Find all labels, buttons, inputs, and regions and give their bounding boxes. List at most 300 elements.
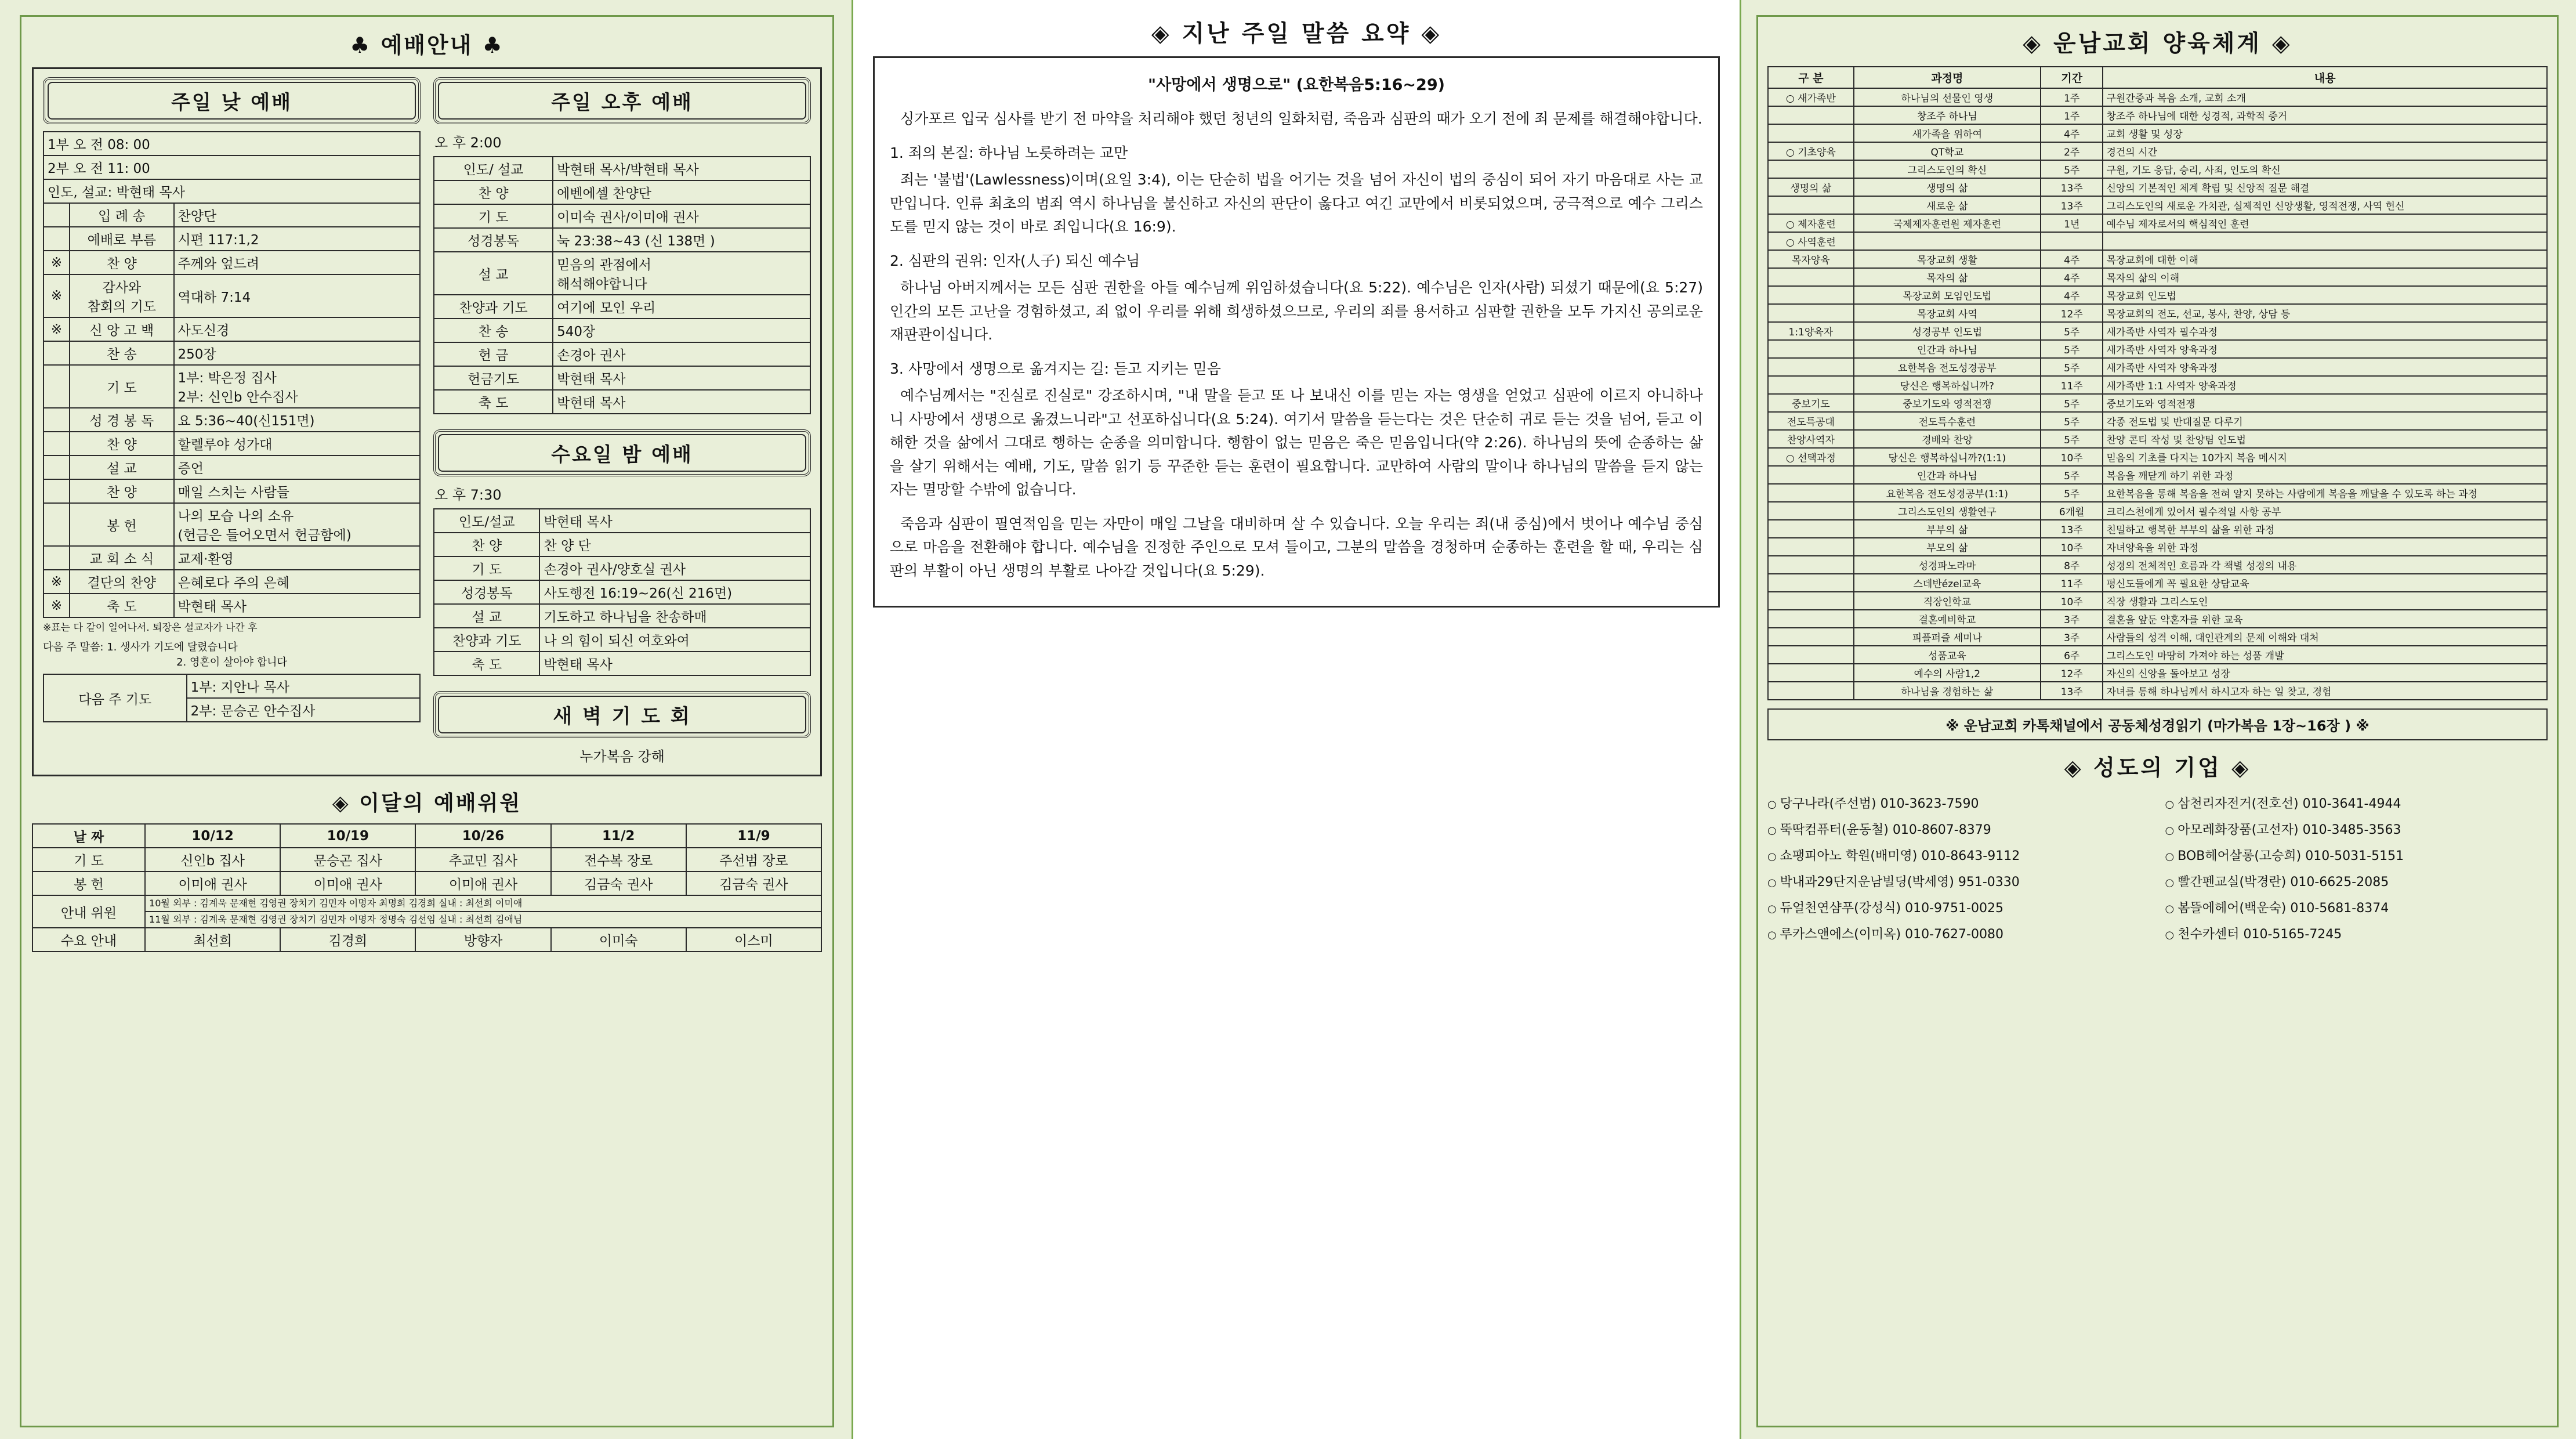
business-item: ○ 아모레화장품(고선자) 010-3485-3563	[2165, 817, 2548, 843]
detail-cell: 찬 양 단	[539, 533, 810, 556]
next-week-2: 2. 영혼이 살아야 합니다	[176, 656, 287, 669]
group-cell: 찬양사역자	[1768, 430, 1854, 448]
course-name-cell: 전도특수훈련	[1854, 412, 2041, 430]
course-name-cell: 하나님의 선물인 영생	[1854, 88, 2041, 106]
mark-cell: ※	[44, 251, 70, 274]
detail-cell: 박현태 목사	[539, 509, 810, 533]
next-week-label: 다음 주 말씀:	[43, 641, 104, 654]
item-cell: 설 교	[434, 252, 553, 295]
group-cell	[1768, 466, 1854, 484]
group-cell	[1768, 376, 1854, 394]
mark-cell	[44, 365, 70, 408]
desc-cell: 예수님 제자로서의 핵심적인 훈련	[2103, 214, 2547, 232]
course-name-cell: 인간과 하나님	[1854, 340, 2041, 358]
table-row	[44, 408, 420, 432]
desc-cell: 구원, 기도 응답, 승리, 사죄, 인도의 확신	[2103, 160, 2547, 178]
table-row	[44, 432, 420, 455]
group-cell: ○ 선택과정	[1768, 448, 1854, 466]
sunday-morning-heading-wrap	[43, 77, 421, 124]
sermon-point-heading: 2. 심판의 권위: 인자(人子) 되신 예수님	[890, 252, 1140, 269]
item-cell: 성경봉독	[434, 228, 553, 252]
course-name-cell: 예수의 사람1,2	[1854, 664, 2041, 682]
mark-cell	[44, 546, 70, 570]
group-cell	[1768, 646, 1854, 664]
desc-cell: 새가족반 사역자 필수과정	[2103, 322, 2547, 340]
period-cell: 10주	[2041, 592, 2103, 610]
course-name-cell: 목장교회 사역	[1854, 304, 2041, 322]
kakao-note: ※ 운남교회 카톡채널에서 공동체성경읽기 (마가복음 1장~16장 ) ※	[1767, 708, 2548, 740]
kitchen-cell: 김경희	[280, 928, 415, 952]
business-right-list	[2165, 791, 2548, 948]
table-row	[1768, 178, 2547, 196]
group-cell	[1768, 592, 1854, 610]
group-cell	[1768, 358, 1854, 376]
sermon-point-heading: 3. 사망에서 생명으로 옮겨지는 길: 듣고 지키는 믿음	[890, 360, 1221, 377]
period-cell: 4주	[2041, 124, 2103, 142]
discipleship-header-cell: 내용	[2103, 67, 2547, 88]
committee-header-cell: 10/26	[415, 824, 550, 848]
sermon-paragraph: 죽음과 심판이 필연적임을 믿는 자만이 매일 그날을 대비하며 살 수 있습니다. 오늘 우리는 죄(내 중심)에서 벗어나 예수님 중심으로 마음을 전환해야 합니다. 예수님을 진정한 주인으로 모셔 들이고, 그분의 말씀을 경청하며 순종하는 훈련을 할 때, 우리는 심판의 부활이 아닌 생명의 부활로 나아갈 것입니다(요 5:29).	[890, 515, 1703, 579]
committee-table	[32, 823, 822, 952]
group-cell: 생명의 삶	[1768, 178, 1854, 196]
dawn-heading: 새 벽 기 도 회	[438, 696, 806, 733]
item-cell: 봉 헌	[70, 503, 173, 546]
discipleship-table	[1767, 66, 2548, 700]
discipleship-header-cell: 구 분	[1768, 67, 1854, 88]
business-item: ○ 삼천리자전거(전호선) 010-3641-4944	[2165, 791, 2548, 817]
course-name-cell: 생명의 삶	[1854, 178, 2041, 196]
item-cell: 교 회 소 식	[70, 546, 173, 570]
guide-row: 11월 외부 : 김계욱 문재현 김영권 장치기 김민자 이명자 정명숙 김선임 실내 : 최선희 김애님	[145, 912, 821, 928]
group-cell	[1768, 610, 1854, 628]
period-cell: 3주	[2041, 628, 2103, 646]
period-cell: 4주	[2041, 268, 2103, 286]
period-cell: 5주	[2041, 160, 2103, 178]
group-cell	[1768, 520, 1854, 538]
desc-cell: 자녀양육을 위한 과정	[2103, 538, 2547, 556]
table-row	[44, 317, 420, 341]
course-name-cell: 그리스도인의 생활연구	[1854, 502, 2041, 520]
business-title: ◈ 성도의 기업 ◈	[2064, 755, 2251, 780]
detail-cell: 박현태 목사/박현태 목사	[553, 157, 810, 180]
committee-cell: 주선범 장로	[686, 848, 821, 872]
table-row	[434, 652, 810, 675]
group-cell	[1768, 538, 1854, 556]
table-row	[1768, 448, 2547, 466]
item-cell: 설 교	[70, 455, 173, 479]
detail-cell: 1부: 박은정 집사 2부: 신인b 안수집사	[174, 365, 420, 408]
detail-cell: 손경아 권사	[553, 342, 810, 366]
table-row	[44, 674, 420, 698]
period-cell: 8주	[2041, 556, 2103, 574]
table-row	[44, 251, 420, 274]
item-cell: 신 앙 고 백	[70, 317, 173, 341]
detail-cell: 박현태 목사	[553, 390, 810, 414]
table-row	[44, 156, 420, 179]
table-row	[1768, 412, 2547, 430]
table-row	[1768, 142, 2547, 160]
item-cell: 인도/ 설교	[434, 157, 553, 180]
mark-cell: ※	[44, 594, 70, 617]
table-row	[44, 594, 420, 617]
detail-cell: 믿음의 관점에서 해석해야합니다	[553, 252, 810, 295]
period-cell: 1주	[2041, 106, 2103, 124]
table-row	[434, 580, 810, 604]
detail-cell: 교제·환영	[174, 546, 420, 570]
table-row	[1768, 358, 2547, 376]
desc-cell: 새가족반 1:1 사역자 양육과정	[2103, 376, 2547, 394]
afternoon-wednesday-block	[433, 77, 811, 765]
table-row	[1768, 430, 2547, 448]
detail-cell: 매일 스치는 사람들	[174, 479, 420, 503]
wednesday-heading: 수요일 밤 예배	[438, 434, 806, 472]
desc-cell: 믿음의 기초를 다지는 10가지 복음 메시지	[2103, 448, 2547, 466]
group-cell	[1768, 340, 1854, 358]
table-row	[1768, 304, 2547, 322]
period-cell: 5주	[2041, 430, 2103, 448]
table-row	[44, 203, 420, 227]
committee-cell: 김금숙 권사	[686, 872, 821, 895]
group-cell	[1768, 556, 1854, 574]
table-row	[434, 295, 810, 319]
course-name-cell: 새가족을 위하여	[1854, 124, 2041, 142]
item-cell: 축 도	[434, 390, 553, 414]
detail-cell: 주께와 엎드려	[174, 251, 420, 274]
table-row	[1768, 466, 2547, 484]
desc-cell: 목장교회의 전도, 선교, 봉사, 찬양, 상담 등	[2103, 304, 2547, 322]
course-name-cell: QT학교	[1854, 142, 2041, 160]
committee-cell: 문승곤 집사	[280, 848, 415, 872]
kitchen-cell: 이미숙	[551, 928, 686, 952]
item-cell: 인도/설교	[434, 509, 539, 533]
table-row	[1768, 322, 2547, 340]
group-cell	[1768, 502, 1854, 520]
kitchen-cell: 방향자	[415, 928, 550, 952]
group-cell	[1768, 286, 1854, 304]
course-name-cell: 요한복음 전도성경공부(1:1)	[1854, 484, 2041, 502]
table-row	[1768, 484, 2547, 502]
course-name-cell: 국제제자훈련원 제자훈련	[1854, 214, 2041, 232]
period-cell: 4주	[2041, 250, 2103, 268]
table-row	[44, 179, 420, 203]
item-cell: 찬 송	[70, 341, 173, 365]
period-cell: 11주	[2041, 574, 2103, 592]
mark-cell	[44, 503, 70, 546]
table-row	[434, 252, 810, 295]
table-row	[32, 928, 821, 952]
course-name-cell	[1854, 232, 2041, 250]
item-cell: 기 도	[434, 556, 539, 580]
sunday-morning-table	[43, 131, 421, 618]
item-cell: 축 도	[434, 652, 539, 675]
period-cell: 5주	[2041, 322, 2103, 340]
next-prayer-table	[43, 674, 421, 722]
detail-cell: 할렐루야 성가대	[174, 432, 420, 455]
table-row	[434, 556, 810, 580]
detail-cell: 손경아 권사/양호실 권사	[539, 556, 810, 580]
table-row	[1768, 340, 2547, 358]
group-cell: 목자양육	[1768, 250, 1854, 268]
sunday-morning-block	[43, 77, 421, 765]
worship-guide-title: ♣ 예배안내 ♣	[350, 32, 504, 58]
discipleship-title: ◈ 운남교회 양육체계 ◈	[2023, 30, 2292, 57]
business-item: ○ 빨간펜교실(박경란) 010-6625-2085	[2165, 869, 2548, 895]
period-cell: 13주	[2041, 196, 2103, 214]
detail-cell: 시편 117:1,2	[174, 227, 420, 251]
table-header-row	[32, 824, 821, 848]
desc-cell: 구원간증과 복음 소개, 교회 소개	[2103, 88, 2547, 106]
committee-cell: 이미애 권사	[415, 872, 550, 895]
period-cell: 5주	[2041, 340, 2103, 358]
desc-cell: 복음을 깨닫게 하기 위한 과정	[2103, 466, 2547, 484]
detail-cell: 여기에 모인 우리	[553, 295, 810, 319]
period-cell: 5주	[2041, 394, 2103, 412]
table-row	[1768, 556, 2547, 574]
group-cell: 1:1양육자	[1768, 322, 1854, 340]
group-cell: 중보기도	[1768, 394, 1854, 412]
mark-cell: ※	[44, 570, 70, 594]
table-row	[44, 455, 420, 479]
group-cell: ○ 제자훈련	[1768, 214, 1854, 232]
desc-cell: 자녀를 통해 하나님께서 하시고자 하는 일 찾고, 경험	[2103, 682, 2547, 700]
mark-cell	[44, 455, 70, 479]
committee-title: ◈ 이달의 예배위원	[332, 791, 522, 815]
table-row	[434, 533, 810, 556]
time-1: 1부 오 전 08: 00	[44, 132, 420, 156]
right-column	[1741, 0, 2576, 1439]
table-row	[43, 654, 421, 669]
middle-column	[853, 0, 1740, 1439]
table-row	[1768, 502, 2547, 520]
table-row	[1768, 160, 2547, 178]
group-cell	[1768, 628, 1854, 646]
table-row	[44, 227, 420, 251]
desc-cell: 자신의 신앙을 돌아보고 성장	[2103, 664, 2547, 682]
course-name-cell: 목장교회 모임인도법	[1854, 286, 2041, 304]
course-name-cell: 피플퍼즐 세미나	[1854, 628, 2041, 646]
period-cell: 12주	[2041, 304, 2103, 322]
sermon-paragraph: 죄는 '불법'(Lawlessness)이며(요일 3:4), 이는 단순히 법을 어기는 것을 넘어 자신이 법의 중심이 되어 자기 마음대로 사는 교만입니다. 인류 최초의 범죄 역시 하나님을 불신하고 자신의 판단이 옳다고 여긴 교만에서 비롯되었으며, 궁극적으로 예수 그리스도를 믿지 않는 것이 바로 죄입니다(요 16:9).	[890, 171, 1703, 235]
item-cell: 축 도	[70, 594, 173, 617]
worship-guide-box	[32, 67, 822, 776]
desc-cell: 중보기도와 영적전쟁	[2103, 394, 2547, 412]
period-cell: 5주	[2041, 484, 2103, 502]
group-cell	[1768, 574, 1854, 592]
group-cell	[1768, 304, 1854, 322]
preacher-row: 인도, 설교: 박현태 목사	[44, 179, 420, 203]
item-cell: 헌금기도	[434, 366, 553, 390]
course-name-cell: 성경공부 인도법	[1854, 322, 2041, 340]
table-row	[1768, 106, 2547, 124]
detail-cell: 눅 23:38~43 (신 138면 )	[553, 228, 810, 252]
course-name-cell: 중보기도와 영적전쟁	[1854, 394, 2041, 412]
group-cell	[1768, 196, 1854, 214]
mark-cell	[44, 227, 70, 251]
item-cell: 성경봉독	[434, 580, 539, 604]
desc-cell: 새가족반 사역자 양육과정	[2103, 340, 2547, 358]
desc-cell: 신앙의 기본적인 체계 확립 및 신앙적 질문 해결	[2103, 178, 2547, 196]
committee-header-cell: 11/9	[686, 824, 821, 848]
desc-cell: 크리스천에게 있어서 필수적일 사항 공부	[2103, 502, 2547, 520]
committee-header-cell: 날 짜	[32, 824, 145, 848]
course-name-cell: 새로운 삶	[1854, 196, 2041, 214]
committee-header-cell: 10/19	[280, 824, 415, 848]
table-row	[43, 639, 421, 654]
next-week-table	[43, 639, 421, 669]
detail-cell: 은혜로다 주의 은혜	[174, 570, 420, 594]
group-cell: ○ 기초양육	[1768, 142, 1854, 160]
business-item: ○ 당구나라(주선범) 010-3623-7590	[1767, 791, 2150, 817]
table-row	[1768, 664, 2547, 682]
sermon-paragraph: 하나님 아버지께서는 모든 심판 권한을 아들 예수님께 위임하셨습니다(요 5:22). 예수님은 인자(사람) 되셨기 때문에(요 5:27) 인간의 모든 고난을 경험하셨고, 죄 없이 우리를 위해 희생하셨으므로, 우리의 죄를 용서하고 심판할 권한을 모두 가지신 공의로운 재판관이십니다.	[890, 279, 1703, 343]
business-item: ○ 뚝딱컴퓨터(윤동철) 010-8607-8379	[1767, 817, 2150, 843]
dawn-desc: 누가복음 강해	[579, 749, 665, 765]
desc-cell: 창조주 하나님에 대한 성경적, 과학적 증거	[2103, 106, 2547, 124]
kitchen-label: 수요 안내	[32, 928, 145, 952]
sunday-morning-heading: 주일 낮 예배	[48, 82, 416, 120]
group-cell: 전도특공대	[1768, 412, 1854, 430]
committee-cell: 추교민 집사	[415, 848, 550, 872]
table-row	[1768, 646, 2547, 664]
period-cell: 5주	[2041, 358, 2103, 376]
item-cell: 감사와 참회의 기도	[70, 274, 173, 317]
next-prayer-label: 다음 주 기도	[44, 674, 187, 722]
table-row	[44, 341, 420, 365]
period-cell: 1년	[2041, 214, 2103, 232]
item-cell: 설 교	[434, 604, 539, 628]
table-row	[1768, 538, 2547, 556]
group-cell	[1768, 664, 1854, 682]
discipleship-header-cell: 기간	[2041, 67, 2103, 88]
item-cell: 찬양과 기도	[434, 628, 539, 652]
desc-cell: 사람들의 성격 이해, 대인관계의 문제 이해와 대처	[2103, 628, 2547, 646]
table-row	[1768, 214, 2547, 232]
business-item: ○ BOB헤어살롱(고승희) 010-5031-5151	[2165, 843, 2548, 869]
table-row	[1768, 196, 2547, 214]
discipleship-header-cell: 과정명	[1854, 67, 2041, 88]
sermon-verse-title: "사망에서 생명으로" (요한복음5:16~29)	[1148, 76, 1445, 94]
table-row	[1768, 592, 2547, 610]
desc-cell: 요한복음을 통해 복음을 전혀 알지 못하는 사람에게 복음을 깨달을 수 있도록 하는 과정	[2103, 484, 2547, 502]
course-name-cell: 인간과 하나님	[1854, 466, 2041, 484]
group-cell	[1768, 484, 1854, 502]
course-name-cell: 목자의 삶	[1854, 268, 2041, 286]
course-name-cell: 직장인학교	[1854, 592, 2041, 610]
period-cell: 4주	[2041, 286, 2103, 304]
business-item: ○ 봄뜰에헤어(백운숙) 010-5681-8374	[2165, 895, 2548, 921]
committee-label: 기 도	[32, 848, 145, 872]
item-cell: 입 례 송	[70, 203, 173, 227]
sunday-afternoon-heading-wrap	[433, 77, 811, 124]
detail-cell: 250장	[174, 341, 420, 365]
table-row	[1768, 124, 2547, 142]
table-row	[44, 479, 420, 503]
item-cell: 찬 양	[70, 432, 173, 455]
business-item: ○ 천수카센터 010-5165-7245	[2165, 921, 2548, 948]
item-cell: 찬 양	[70, 251, 173, 274]
table-row	[1768, 520, 2547, 538]
course-name-cell: 그리스도인의 확신	[1854, 160, 2041, 178]
sermon-paragraph: 예수님께서는 "진실로 진실로" 강조하시며, "내 말을 듣고 또 나 보내신 이를 믿는 자는 영생을 얻었고 심판에 이르지 아니하나니 사망에서 생명으로 옮겼느니라"고 선포하십니다(요 5:24). 여기서 말씀을 듣는다는 것은 단순히 귀로 듣는 것을 넘어, 듣고 이해한 것을 삶에서 그대로 행하는 순종을 의미합니다. 행함이 없는 믿음은 죽은 믿음입니다(약 2:26). 하나님의 뜻에 순종하는 삶을 살기 위해서는 예배, 기도, 말씀 읽기 등 꾸준한 듣는 훈련이 필요합니다. 교만하여 사람의 말이나 하나님의 말씀을 듣지 않는 자는 멸망할 수밖에 없습니다.	[890, 387, 1703, 498]
next-prayer-2: 2부: 문승곤 안수집사	[187, 698, 420, 722]
desc-cell	[2103, 232, 2547, 250]
detail-cell: 이미숙 권사/이미애 권사	[553, 204, 810, 228]
item-cell: 기 도	[70, 365, 173, 408]
table-row	[1768, 88, 2547, 106]
item-cell: 결단의 찬양	[70, 570, 173, 594]
item-cell: 찬 양	[70, 479, 173, 503]
period-cell: 5주	[2041, 412, 2103, 430]
desc-cell: 경건의 시간	[2103, 142, 2547, 160]
course-name-cell: 창조주 하나님	[1854, 106, 2041, 124]
detail-cell: 박현태 목사	[553, 366, 810, 390]
item-cell: 기 도	[434, 204, 553, 228]
guide-row: 10월 외부 : 김계욱 문재현 김영권 장치기 김민자 이명자 최명희 김경희 실내 : 최선희 이미애	[145, 895, 821, 912]
table-row	[44, 274, 420, 317]
detail-cell: 기도하고 하나님을 찬송하매	[539, 604, 810, 628]
item-cell: 찬양과 기도	[434, 295, 553, 319]
next-week-1: 1. 생사가 기도에 달렸습니다	[107, 641, 238, 654]
period-cell: 6개월	[2041, 502, 2103, 520]
course-name-cell: 성품교육	[1854, 646, 2041, 664]
table-row	[1768, 232, 2547, 250]
business-item: ○ 쇼팽피아노 학원(배미영) 010-8643-9112	[1767, 843, 2150, 869]
mark-cell	[44, 432, 70, 455]
table-row	[1768, 376, 2547, 394]
committee-header-cell: 10/12	[145, 824, 280, 848]
desc-cell: 찬양 콘티 작성 및 찬양팀 인도법	[2103, 430, 2547, 448]
mark-cell	[44, 341, 70, 365]
period-cell: 10주	[2041, 538, 2103, 556]
group-cell	[1768, 106, 1854, 124]
desc-cell: 평신도들에게 꼭 필요한 상담교육	[2103, 574, 2547, 592]
detail-cell: 찬양단	[174, 203, 420, 227]
desc-cell: 새가족반 사역자 양육과정	[2103, 358, 2547, 376]
desc-cell: 각종 전도법 및 반대질문 다루기	[2103, 412, 2547, 430]
course-name-cell: 부부의 삶	[1854, 520, 2041, 538]
item-cell: 찬 양	[434, 180, 553, 204]
period-cell: 13주	[2041, 520, 2103, 538]
period-cell: 10주	[2041, 448, 2103, 466]
detail-cell: 나 의 힘이 되신 여호와여	[539, 628, 810, 652]
time-2: 2부 오 전 11: 00	[44, 156, 420, 179]
business-item: ○ 루카스앤에스(이미옥) 010-7627-0080	[1767, 921, 2150, 948]
desc-cell: 직장 생활과 그리스도인	[2103, 592, 2547, 610]
committee-header-cell: 11/2	[551, 824, 686, 848]
period-cell: 2주	[2041, 142, 2103, 160]
dawn-heading-wrap	[433, 691, 811, 738]
table-row	[434, 604, 810, 628]
business-list	[1767, 791, 2548, 948]
period-cell: 3주	[2041, 610, 2103, 628]
committee-cell: 이미애 권사	[280, 872, 415, 895]
sermon-paragraph: 싱가포르 입국 심사를 받기 전 마약을 처리해야 했던 청년의 일화처럼, 죽음과 심판의 때가 오기 전에 죄 문제를 해결해야합니다.	[900, 110, 1702, 127]
table-row	[434, 228, 810, 252]
committee-cell: 김금숙 권사	[551, 872, 686, 895]
committee-label: 봉 헌	[32, 872, 145, 895]
course-name-cell: 부모의 삶	[1854, 538, 2041, 556]
detail-cell: 사도신경	[174, 317, 420, 341]
mark-cell	[44, 203, 70, 227]
table-row	[434, 366, 810, 390]
period-cell: 6주	[2041, 646, 2103, 664]
mark-cell: ※	[44, 317, 70, 341]
period-cell: 11주	[2041, 376, 2103, 394]
table-row	[32, 912, 821, 928]
table-row	[434, 180, 810, 204]
period-cell: 13주	[2041, 178, 2103, 196]
table-row	[434, 157, 810, 180]
